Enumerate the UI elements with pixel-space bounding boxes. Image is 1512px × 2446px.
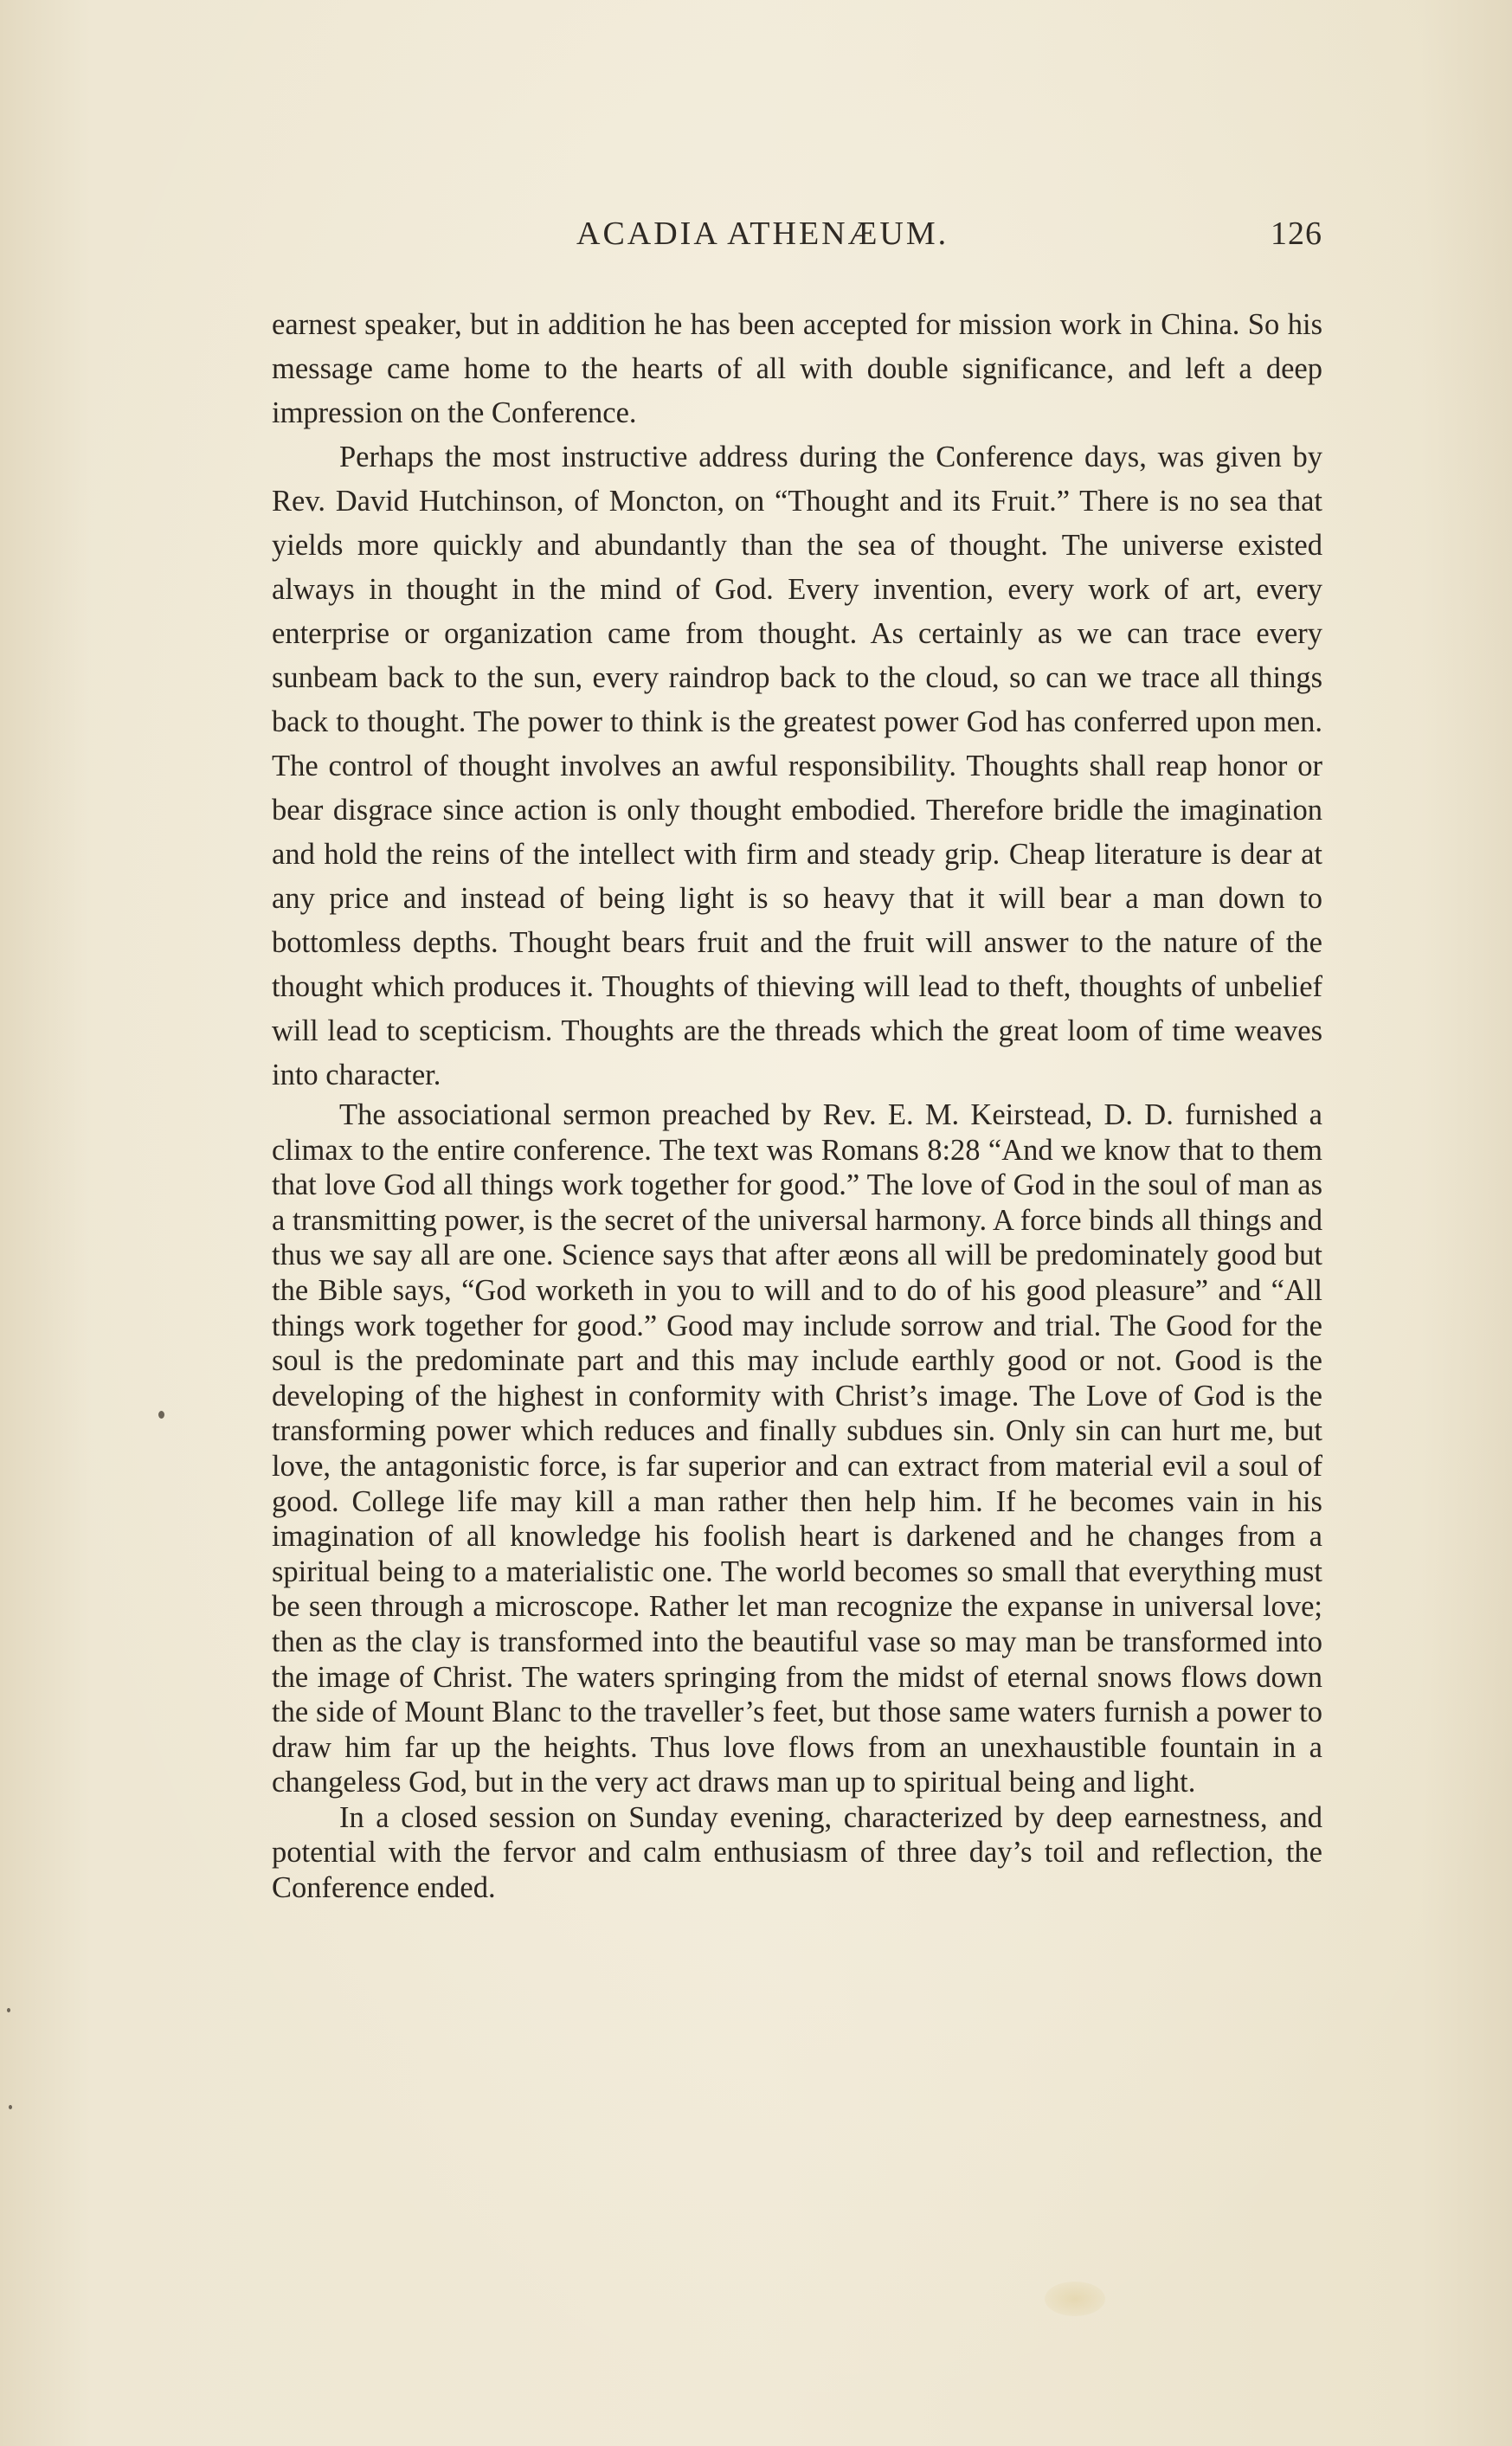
paper-stain (1045, 2282, 1105, 2316)
paragraph-associational-sermon: The associational sermon preached by Rev. E. M. Keirstead, D. D. furnished a climax to the entire conference. The text was Romans 8:28 “And we know that to them that love God all things work together for good.” The love of God in the soul of man as a transmitting power, is the secret of the universal harmony. A force binds all things and thus we say all are one. Science says that after æons all will be predominately good but the Bible says, “God worketh in you to will and to do of his good pleasure” and “All things work together for good.” Good may include sorrow and trial. The Good for the soul is the predominate part and this may include earthly good or not. Good is the developing of the highest in conformity with Christ’s image. The Love of God is the transforming power which reduces and finally subdues sin. Only sin can hurt me, but love, the antagonistic force, is far superior and can extract from material evil a soul of good. College life may kill a man rather then help him. If he becomes vain in his imagination of all knowledge his foolish heart is darkened and he changes from a spiritual being to a materialistic one. The world becomes so small that everything must be seen through a microscope. Rather let man recognize the expanse in universal love; then as the clay is transformed into the beautiful vase so may man be transformed into the image of Christ. The waters springing from the midst of eternal snows flows down the side of Mount Blanc to the traveller’s feet, but those same waters furnish a power to draw him far up the heights. Thus love flows from an unexhaustible fountain in a changeless God, but in the very act draws man up to spiritual being and light. (272, 1098, 1322, 1799)
margin-mark (158, 1411, 164, 1419)
paragraph-hutchinson-address: Perhaps the most instructive address during the Conference days, was given by Rev. David Hutchinson, of Moncton, on “Thought and its Fruit.” There is no sea that yields more quickly and abundantly than the sea of thought. The universe existed always in thought in the mind of God. Every invention, every work of art, every enterprise or organization came from thought. As certainly as we can trace every sunbeam back to the sun, every raindrop back to the cloud, so can we trace all things back to thought. The power to think is the greatest power God has conferred upon men. The control of thought involves an awful responsibility. Thoughts shall reap honor or bear disgrace since action is only thought embodied. Therefore bridle the imagination and hold the reins of the intellect with firm and steady grip. Cheap literature is dear at any price and instead of being light is so heavy that it will bear a man down to bottomless depths. Thought bears fruit and the fruit will answer to the nature of the thought which produces it. Thoughts of thieving will lead to theft, thoughts of unbelief will lead to scepticism. Thoughts are the threads which the great loom of time weaves into character. (272, 441, 1322, 1091)
margin-mark (9, 2105, 12, 2109)
page-number: 126 (1271, 216, 1322, 252)
running-head (272, 215, 1322, 258)
paragraph-closing-session: In a closed session on Sunday evening, characterized by deep earnestness, and potential with the fervor and calm enthusiasm of three day’s toil and reflection, the Conference ended. (272, 1800, 1322, 1905)
article-body (272, 303, 1322, 1906)
paragraph-continuation: earnest speaker, but in addition he has been accepted for mission work in China. So his message came home to the hearts of all with double significance, and left a deep impression on the Conference. (272, 308, 1322, 429)
journal-title: ACADIA ATHENÆUM. (576, 216, 949, 252)
margin-mark (7, 2008, 10, 2012)
